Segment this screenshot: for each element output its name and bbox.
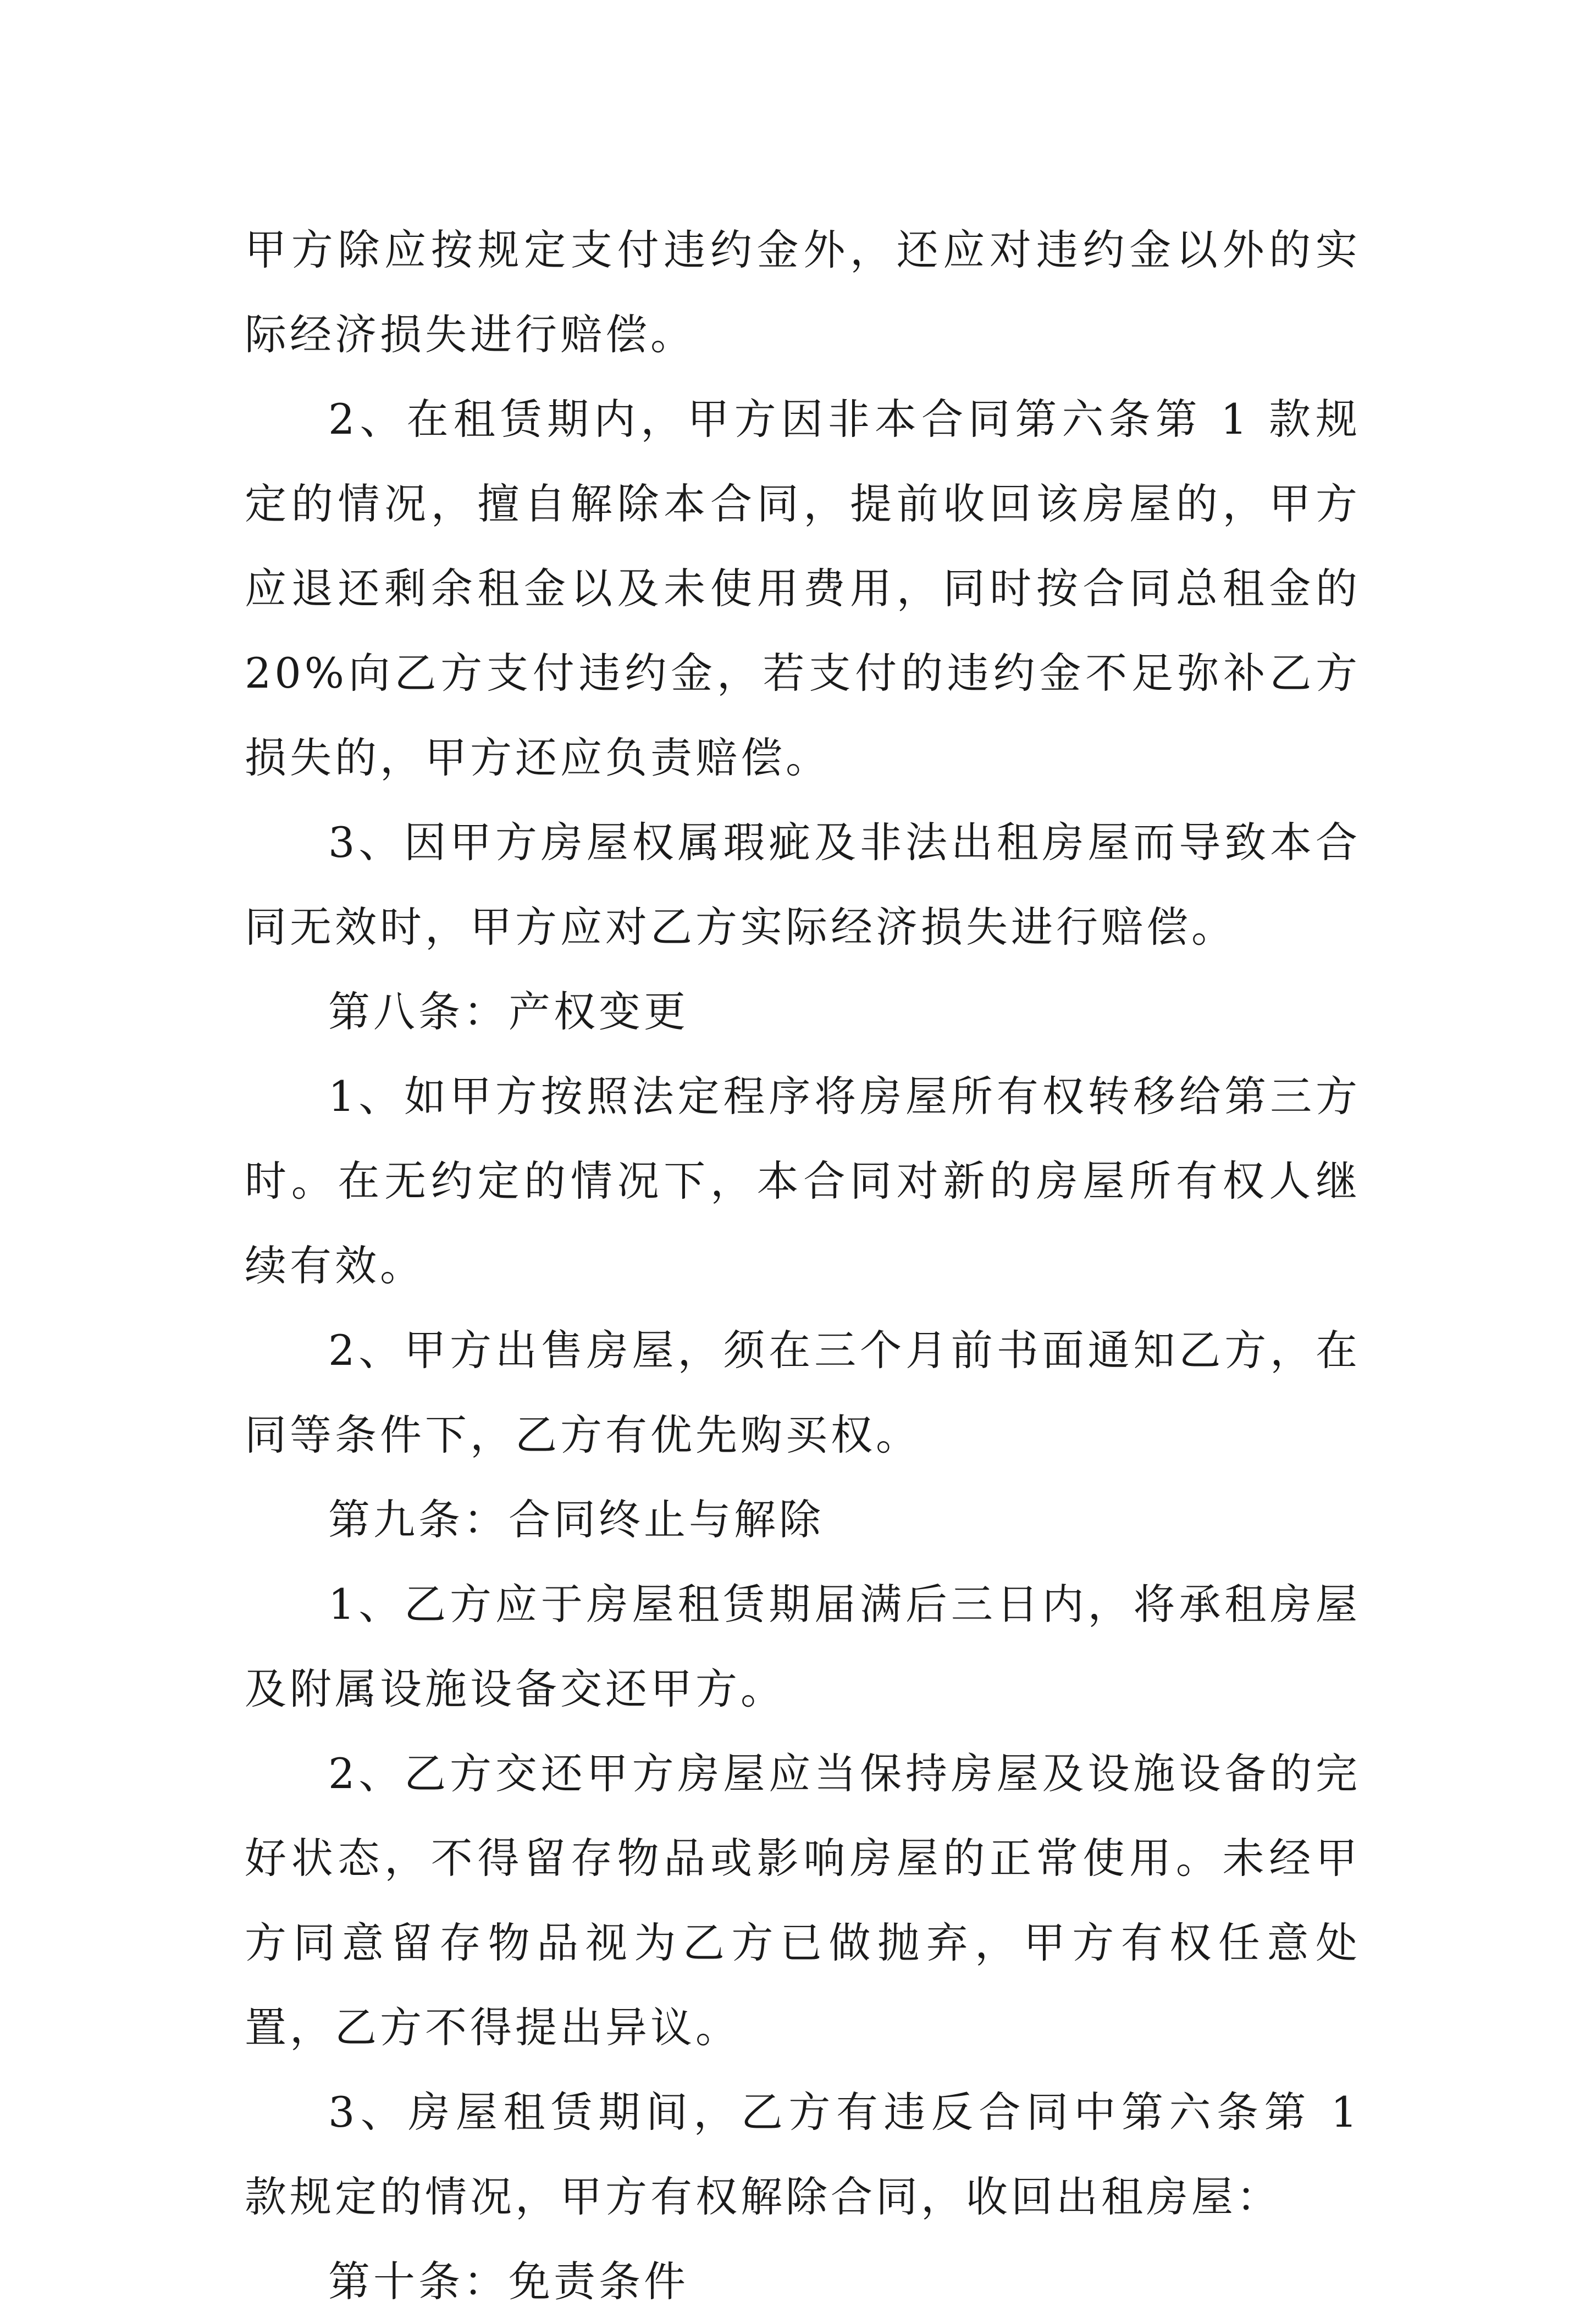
paragraph-article-8-clause-1: 1、如甲方按照法定程序将房屋所有权转移给第三方时。在无约定的情况下，本合同对新的房屋所有权人继续有效。 — [245, 1072, 1361, 1290]
article-10-heading: 第十条：免责条件 — [328, 2257, 689, 2306]
article-9-heading: 第九条：合同终止与解除 — [328, 1495, 824, 1544]
paragraph-article-8-clause-2: 2、甲方出售房屋，须在三个月前书面通知乙方，在同等条件下，乙方有优先购买权。 — [245, 1326, 1361, 1459]
article-8-heading: 第八条：产权变更 — [328, 987, 689, 1036]
document-body — [245, 208, 1361, 2324]
paragraph-clause-2-early-termination: 2、在租赁期内，甲方因非本合同第六条第 1 款规定的情况，擅自解除本合同，提前收回该房屋的，甲方应退还剩余租金以及未使用费用，同时按合同总租金的 20%向乙方支付违约金，若支付的违约金不足弥补乙方损失的，甲方还应负责赔偿。 — [245, 395, 1361, 782]
paragraph-article-9-clause-2: 2、乙方交还甲方房屋应当保持房屋及设施设备的完好状态，不得留存物品或影响房屋的正常使用。未经甲方同意留存物品视为乙方已做抛弃，甲方有权任意处置，乙方不得提出异议。 — [245, 1749, 1361, 2052]
paragraph-damages-continued: 甲方除应按规定支付违约金外，还应对违约金以外的实际经济损失进行赔偿。 — [245, 225, 1361, 359]
paragraph-clause-3-title-defect: 3、因甲方房屋权属瑕疵及非法出租房屋而导致本合同无效时，甲方应对乙方实际经济损失进行赔偿。 — [245, 818, 1361, 951]
paragraph-article-9-clause-1: 1、乙方应于房屋租赁期届满后三日内，将承租房屋及附属设施设备交还甲方。 — [245, 1580, 1361, 1713]
paragraph-article-9-clause-3: 3、房屋租赁期间，乙方有违反合同中第六条第 1 款规定的情况，甲方有权解除合同，收回出租房屋： — [245, 2088, 1361, 2221]
